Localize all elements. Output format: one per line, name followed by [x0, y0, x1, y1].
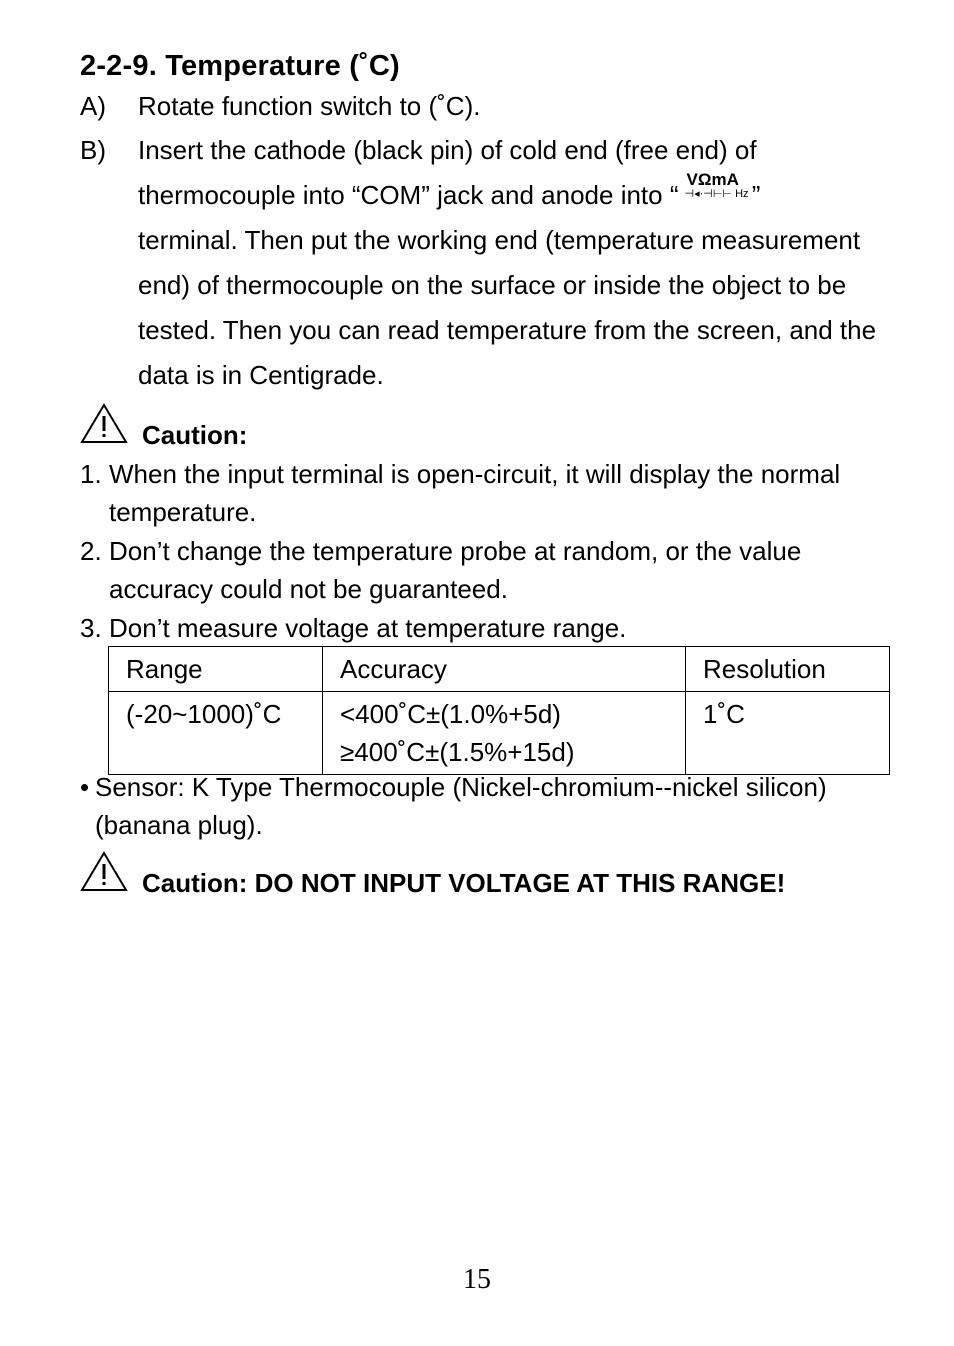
accuracy-line: <400˚C±(1.0%+5d) [340, 699, 561, 729]
step-label: A) [80, 91, 106, 121]
warning-triangle-icon [80, 402, 128, 444]
table-header-cell: Resolution [686, 647, 890, 692]
caution-item-text: Don’t measure voltage at temperature range. [109, 613, 627, 643]
step-label: B) [80, 135, 106, 165]
terminal-symbol-bottom: ⊣◂·⊣⊢⊢ Hz [684, 188, 749, 200]
step-text: Rotate function switch to (˚C). [138, 91, 481, 121]
warning-triangle-icon [80, 850, 128, 892]
table-header-row [109, 647, 890, 692]
caution-item-text: When the input terminal is open-circuit, it will display the normal temperature. [109, 459, 841, 527]
accuracy-line: ≥400˚C±(1.5%+15d) [340, 737, 575, 767]
terminal-symbol-icon [679, 170, 749, 207]
sensor-text: Sensor: K Type Thermocouple (Nickel-chromium--nickel silicon) (banana plug). [95, 772, 827, 840]
caution-item-number: 3. [80, 613, 102, 643]
caution-item-text: Don’t change the temperature probe at random, or the value accuracy could not be guaranteed. [109, 536, 802, 604]
step-b-line2-close: ” [744, 180, 761, 210]
step-text [138, 128, 918, 398]
page-number: 15 [463, 1264, 491, 1295]
table-header-cell: Accuracy [323, 647, 686, 692]
caution-item-number: 2. [80, 536, 102, 566]
step-b-line2-text: thermocouple into “COM” jack and anode into “ [138, 180, 679, 210]
range-cell: (-20~1000)˚C [109, 692, 323, 775]
caution-item-number: 1. [80, 459, 102, 489]
section-heading: 2-2-9. Temperature (˚C) [80, 50, 400, 82]
table-header-cell: Range [109, 647, 323, 692]
accuracy-cell [323, 692, 686, 775]
caution-label: Caution: [142, 420, 248, 450]
step-b-rest: terminal. Then put the working end (temperature measurement end) of thermocouple on the surface or inside the object to be tested. Then you can read temperature from the screen, and the data is in Centigrade. [138, 225, 877, 390]
bullet-mark: • [80, 772, 90, 802]
step-b-line1: Insert the cathode (black pin) of cold end (free end) of [138, 135, 757, 165]
step-b-line2 [138, 170, 918, 218]
terminal-symbol-top: VΩmA [686, 170, 739, 189]
caution-warning-text: Caution: DO NOT INPUT VOLTAGE AT THIS RANGE! [142, 868, 786, 898]
table-row [109, 692, 890, 775]
resolution-cell: 1˚C [686, 692, 890, 775]
spec-table [108, 646, 890, 775]
